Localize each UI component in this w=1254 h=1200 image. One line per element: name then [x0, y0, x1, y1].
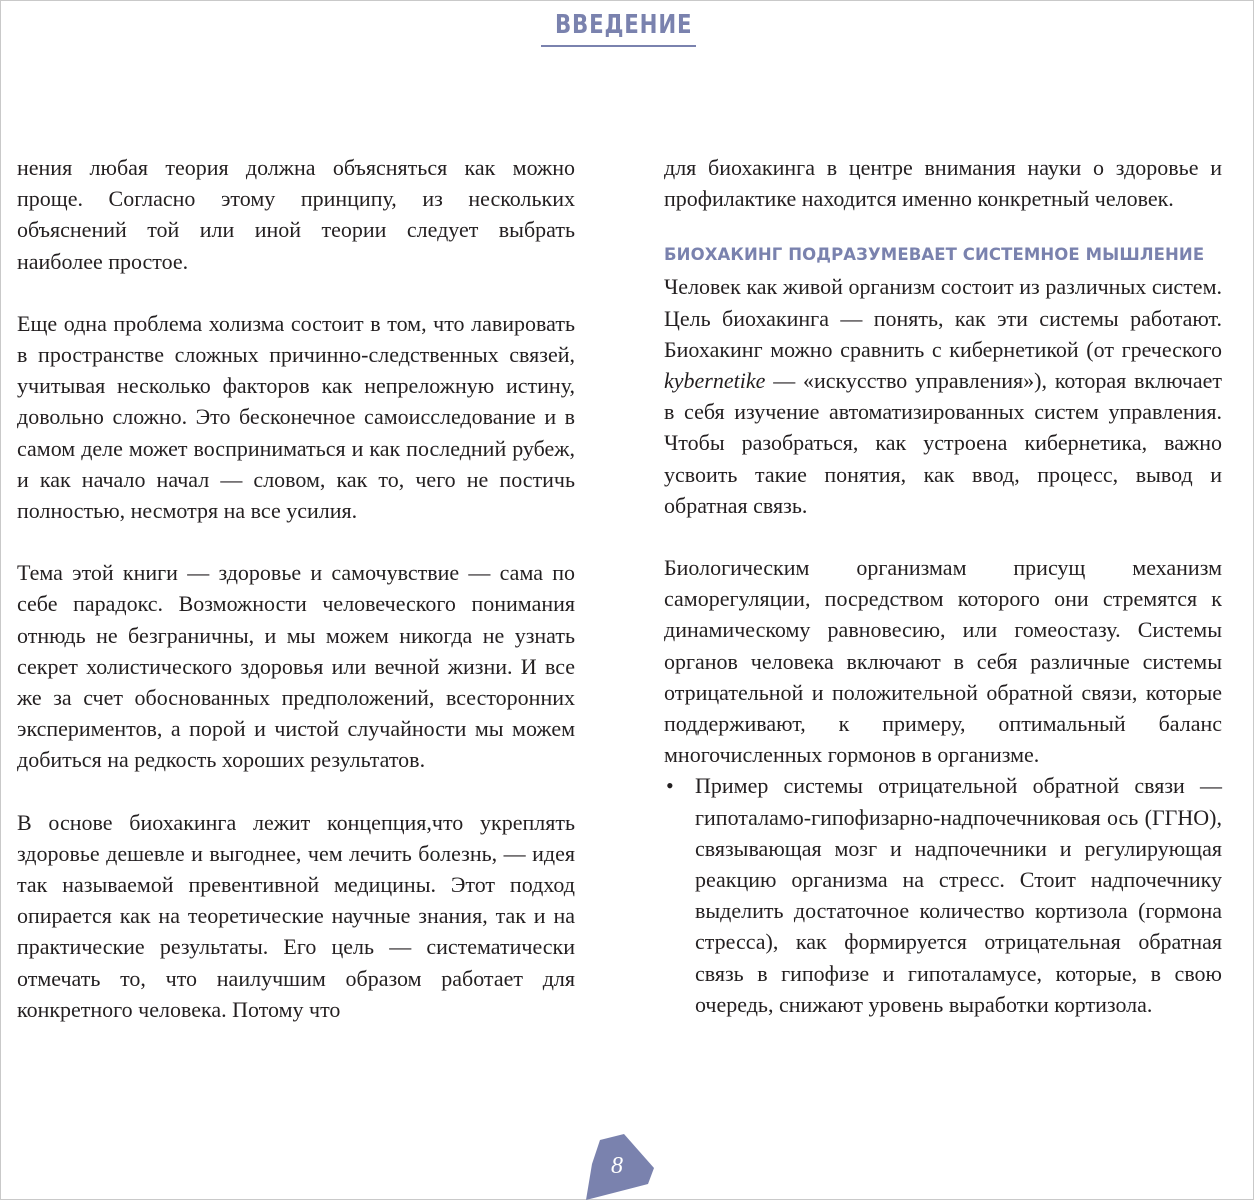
bullet-icon: • — [666, 773, 674, 799]
foreign-term: kybernetike — [664, 368, 766, 394]
paragraph-intro: для биохакинга в центре внимания науки о здоровье и профилактике находится именно конкретный человек. — [664, 155, 1222, 212]
paragraph: В основе биохакинга лежит концепция,что укреплять здоровье дешевле и выгоднее, чем лечить болезнь, — идея так называемой превентивной медицины. Этот подход опирается как на теоретические научные знания, так и на практические результаты. Его цель — систематически отмечать то, что наилучшим образом работает для конкретного человека. Потому что — [17, 809, 575, 1022]
paragraph-text: Человек как живой организм состоит из различных систем. Цель биохакинга — понять, как эти системы работают. Биохакинг можно сравнить с кибернетикой (от греческого — [664, 274, 1222, 362]
chapter-header — [541, 6, 696, 47]
paragraph-cybernetics — [664, 271, 1222, 521]
paragraph-text: — «искусство управления»), которая включает в себя изучение автоматизированных систем управления. Чтобы разобраться, как устроена кибернетика, важно усвоить такие понятия, как ввод, процесс, вывод и обратная связь. — [664, 368, 1222, 518]
bullet-item — [664, 770, 1222, 1020]
left-column — [17, 152, 575, 1025]
section-subheading: БИОХАКИНГ ПОДРАЗУМЕВАЕТ СИСТЕМНОЕ МЫШЛЕНИЕ — [664, 245, 1205, 265]
chapter-title: ВВЕДЕНИЕ — [554, 10, 693, 40]
paragraph: Тема этой книги — здоровье и самочувствие — сама по себе парадокс. Возможности человеческого понимания отнюдь не безграничны, и мы можем никогда не узнать секрет холистического здоровья или вечной жизни. И все же за счет обоснованных предположений, всесторонних экспериментов, а порой и чистой случайности мы можем добиться на редкость хороших результатов. — [17, 560, 575, 773]
paragraph-homeostasis: Биологическим организмам присущ механизм саморегуляции, посредством которого они стремятся к динамическому равновесию, или гомеостазу. Системы органов человека включают в себя различные системы отрицательной и положительной обратной связи, которые поддерживают, к примеру, оптимальный баланс многочисленных гормонов в организме. — [664, 555, 1222, 768]
right-column — [664, 152, 1222, 1020]
header-underline — [541, 45, 696, 47]
bullet-text: Пример системы отрицательной обратной связи — гипоталамо-гипофизарно-надпочечниковая ось (ГГНО), связывающая мозг и надпочечники и регулирующая реакцию организма на стресс. Стоит надпочечнику выделить достаточное количество кортизола (гормона стресса), как формируется отрицательная обратная связь в гипофизе и гипоталамусе, которые, в свою очередь, снижают уровень выработки кортизола. — [695, 773, 1222, 1017]
page-number: 8 — [611, 1153, 623, 1179]
paragraph: нения любая теория должна объясняться как можно проще. Согласно этому принципу, из нескольких объяснений той или иной теории следует выбрать наиболее простое. — [17, 155, 575, 274]
paragraph: Еще одна проблема холизма состоит в том, что лавировать в пространстве сложных причинно-следственных связей, учитывая несколько факторов как непреложную истину, довольно сложно. Это бесконечное самоисследование и в самом деле может восприниматься и как последний рубеж, и как начало начал — словом, как то, чего не постичь полностью, несмотря на все усилия. — [17, 310, 575, 524]
